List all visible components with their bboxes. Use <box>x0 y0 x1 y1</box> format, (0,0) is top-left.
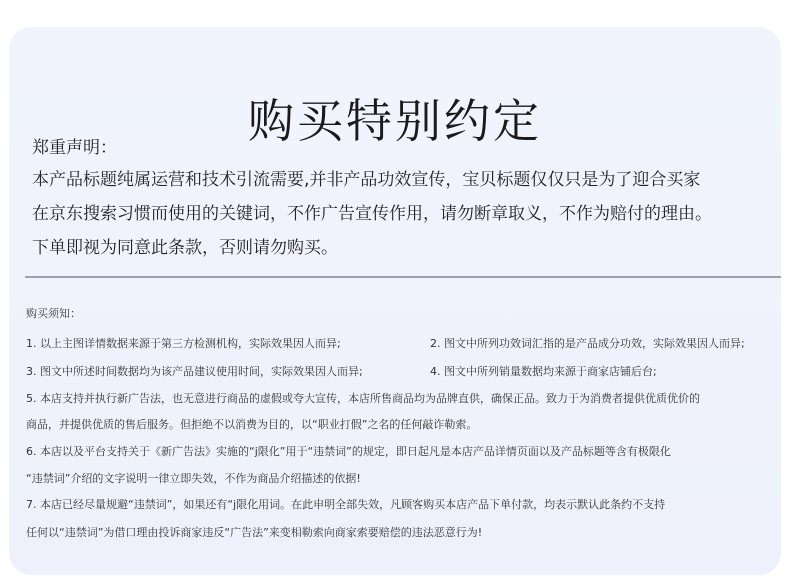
section-divider <box>25 276 781 278</box>
note-item: 1. 以上主图详情数据来源于第三方检测机构，实际效果因人而异; <box>26 337 341 350</box>
agreement-card <box>9 27 781 575</box>
page-title: 购买特别约定 <box>248 94 542 148</box>
note-item: 5. 本店支持并执行新广告法，也无意进行商品的虚假或夸大宣传，本店所售商品均为品牌直供，确保正品。致力于为消费者提供优质优价的 <box>26 392 700 405</box>
note-item: 7. 本店已经尽量规避“违禁词”，如果还有“j限化用词。在此申明全部失效，凡顾客购买本店产品下单付款，均表示默认此条约不支持 <box>26 498 666 511</box>
note-item: 6. 本店以及平台支持关于《新广告法》实施的“j限化”用于“违禁词”的规定，即日起凡是本店产品详情页面以及产品标题等含有极限化 <box>26 445 671 458</box>
declaration-heading: 郑重声明： <box>32 138 117 158</box>
notes-heading: 购买须知： <box>26 307 81 320</box>
note-item-continued: 商品，并提供优质的售后服务。但拒绝不以消费为目的，以“职业打假”之名的任何敲诈勒索。 <box>26 418 478 431</box>
declaration-line: 下单即视为同意此条款，否则请勿购买。 <box>32 238 338 258</box>
note-item-continued: 任何以“违禁词”为借口理由投诉商家违反“广告法”来变相勒索向商家索要赔偿的违法恶意行为! <box>26 526 483 539</box>
note-item-continued: “违禁词”介绍的文字说明一律立即失效，不作为商品介绍描述的依据! <box>26 472 361 485</box>
declaration-line: 本产品标题纯属运营和技术引流需要,并非产品功效宣传，宝贝标题仅仅只是为了迎合买家 <box>32 170 701 190</box>
declaration-line: 在京东搜索习惯而使用的关键词，不作广告宣传作用，请勿断章取义，不作为赔付的理由。 <box>32 204 712 224</box>
note-item: 3. 图文中所述时间数据均为该产品建议使用时间，实际效果因人而异; <box>26 365 363 378</box>
note-item: 4. 图文中所列销量数据均来源于商家店铺后台; <box>430 365 657 378</box>
note-item: 2. 图文中所列功效词汇指的是产品成分功效，实际效果因人而异; <box>430 337 745 350</box>
